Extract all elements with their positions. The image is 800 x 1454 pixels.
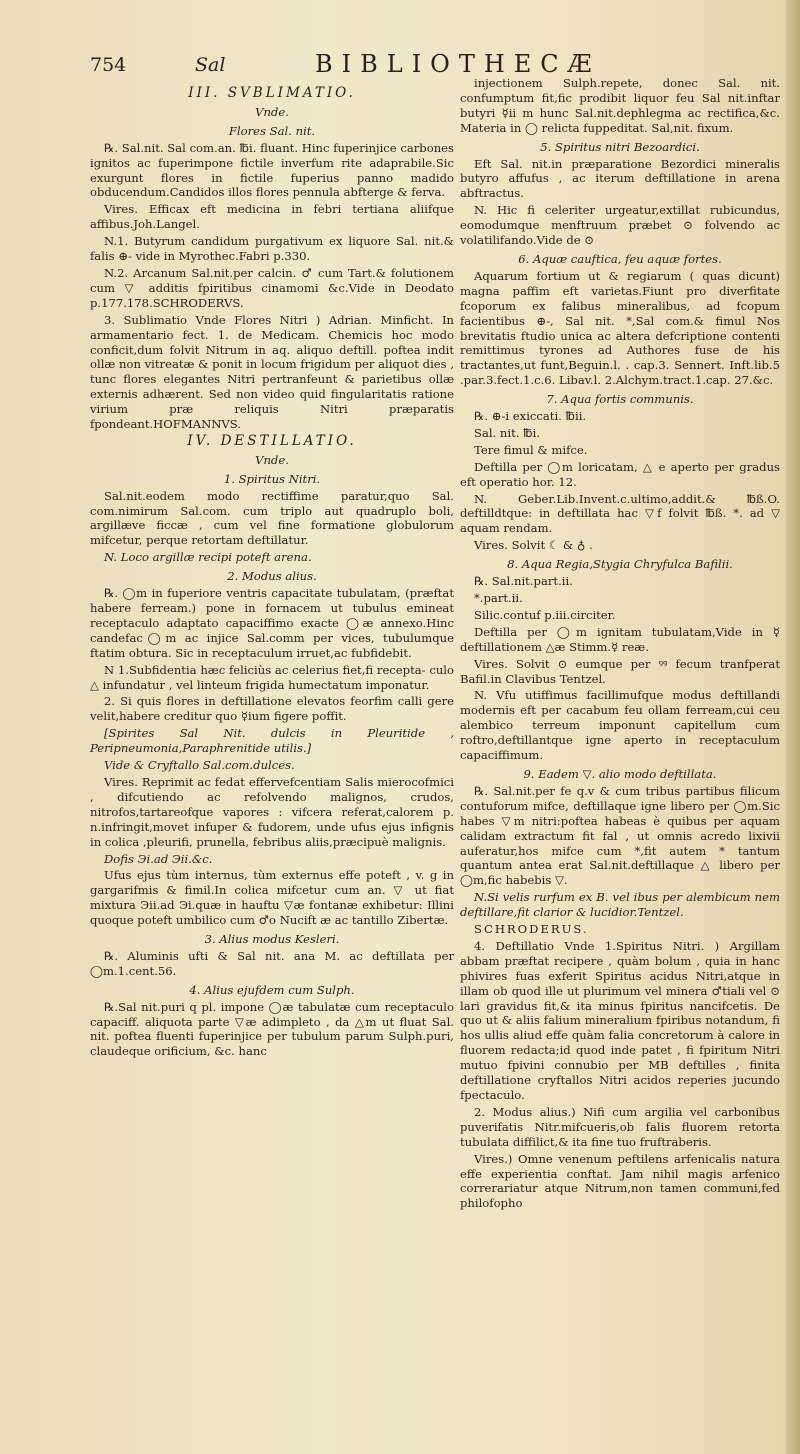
left-column xyxy=(90,84,454,1061)
note: N. Loco argillæ recipi poteft arena. xyxy=(104,550,312,565)
recipe-title: 4. Alius ejufdem cum Sulph. xyxy=(189,982,355,997)
paragraph: Vires. Solvit ⊙ eumque per ꝰꝰ fecum tranfperat Bafil.in Clavibus Tentzel. xyxy=(460,656,780,686)
paragraph: Eft Sal. nit.in præparatione Bezordici mineralis butyro affufus , ac iterum deftillatione in arena abftractus. xyxy=(460,156,780,201)
paragraph: N. Hic fi celeriter urgeatur,extillat rubicundus, eomodumque menftruum præbet ⊙ folvendo ac volatilifando.Vide de ⊙ xyxy=(460,203,780,248)
paragraph: injectionem Sulph.repete, donec Sal. nit. confumptum fit,fic prodibit liquor feu Sal nit.inftar butyri ☿ii m hunc Sal.nit.dephlegma ac rectifica,&c. Materia in ◯ relicta fuppeditat. Sal,nit. fixum. xyxy=(460,76,780,135)
section-title: III. SVBLIMATIO. xyxy=(188,85,356,101)
paragraph: Deftilla per ◯m ignitam tubulatam,Vide in ☿ deftillationem △æ Stimm.☿ reæ. xyxy=(460,624,780,654)
recipe-title: 1. Spiritus Nitri. xyxy=(223,471,321,486)
paragraph: Vires.) Omne venenum peftilens arfenicalis natura effe experientia conftat. Jam nihil magis arfenico correrariatur atque Nitrum,non tamen communi,fed philofopho xyxy=(460,1151,780,1211)
paragraph: ℞. ◯m in fuperiore ventris capacitate tubulatam, (præftat habere ferream.) pone in fornacem ut tubulus emineat receptaculo adaptato capaciffimo exacte ◯æ annexo.Hinc candefac◯m ac injice Sal.comm per vices, tubulumque ftatim obtura. Sic in receptaculum irruet,ac fubfidebit. xyxy=(90,586,454,660)
paragraph: ℞. Aluminis ufti & Sal nit. ana M. ac deftillata per ◯m.1.cent.56. xyxy=(90,948,454,978)
running-head-left: Sal xyxy=(195,54,226,76)
ingredient-line: ℞. Sal.nit.part.ii. xyxy=(474,574,573,589)
recipe-title: 6. Aquæ cauftica, feu aquæ fortes. xyxy=(518,251,722,266)
section-title: IV. DESTILLATIO. xyxy=(187,432,357,449)
recipe-title: 3. Alius modus Kesleri. xyxy=(204,932,340,947)
paragraph: N.2. Arcanum Sal.nit.per calcin. ♂ cum Tart.& folutionem cum ▽ additis fpiritibus cinamomi &c.Vide in Deodato p.177.178.SCHRODERVS. xyxy=(90,265,454,310)
recipe-title: 7. Aqua fortis communis. xyxy=(546,392,694,407)
paragraph: Sal.nit.eodem modo rectiffime paratur,quo Sal. com.nimirum Sal.com. cum triplo aut quadruplo boli, argillæve ficcæ , cum vel fine formatione globulorum mifcetur, perque retortam deftillatur. xyxy=(90,488,454,548)
unde-label: Vnde. xyxy=(255,104,289,119)
paragraph: 3. Sublimatio Vnde Flores Nitri ) Adrian. Minficht. In armamentario fect. 1. de Medicam. Chemicis hoc modo conficit,dum folvit Nitrum in aq. aliquo deftill. poftea indit ollæ non vitreatæ & ponit in locum frigidum per aliquot dies , tunc flores elegantes Nitri pertranfeunt & parietibus ollæ externis adhærent. Sed non video quid fingularitatis ratione virium præ reliquis Nitri præparatis fpondeant.HOFMANNVS. xyxy=(90,312,454,432)
paragraph: Vires. Reprimit ac fedat effervefcentiam Salis mierocofmici , difcutiendo ac refolvendo malignos, crudos, nitrofos,tartareofque vapores : vifcera referat,calorem p. n.infringit,movet infuper & fudorem, unde ufus ejus infignis in colica ,pleurifi, prunella, febribus aliis,præcipuè malignis. xyxy=(90,774,454,849)
paragraph: N. Geber.Lib.Invent.c.ultimo,addit.& ℔ß.O. deftilldtque: in deftillata hac ▽f folvit ℔ß. *. ad ▽ aquam rendam. xyxy=(460,491,780,536)
book-edge xyxy=(786,0,800,1454)
note: Dofis Эi.ad Эii.&c. xyxy=(104,851,213,866)
right-column xyxy=(460,76,780,1213)
paragraph: Vires. Solvit ☾ & ♁ . xyxy=(474,538,593,553)
note: Vide & Cryftallo Sal.com.dulces. xyxy=(104,758,295,773)
recipe-title: 8. Aqua Regia,Stygia Chryfulca Bafilii. xyxy=(507,557,733,572)
recipe-title: 2. Modus alius. xyxy=(227,569,317,584)
paragraph: 2. Modus alius.) Nifi cum argilia vel carbonibus puverifatis Nitr.mifcueris,ob falis fluorem retorta tubulata diffilict,& ita fine tuo fruftraberis. xyxy=(460,1104,780,1149)
recipe-title: 5. Spiritus nitri Bezoardici. xyxy=(540,139,700,154)
paragraph: ℞. Sal.nit.per fe q.v & cum tribus partibus filicum contuforum mifce, deftillaque igne libero per ◯m.Sic habes ▽m nitri:poftea habeas è quibus per aquam calidam extractum fit fal , ut omnis acredo lixivii auferatur,hos mifce cum *,fit autem * tantum quantum antea erat Sal.nit.deftillaque △ libero per ◯m,fic habebis ▽. xyxy=(460,783,780,888)
paragraph: N.1. Butyrum candidum purgativum ex liquore Sal. nit.& falis ⊕- vide in Myrothec.Fabri p.330. xyxy=(90,234,454,264)
ingredient-line: Tere fimul & mifce. xyxy=(474,442,588,457)
recipe-title: Flores Sal. nit. xyxy=(228,123,316,138)
note: N.Si velis rurfum ex B. vel ibus per alembicum nem deftillare,fit clarior & lucidior.Tentzel. xyxy=(460,890,780,920)
page-number: 754 xyxy=(90,54,127,76)
ingredient-line: Silic.contuf p.iii.circiter. xyxy=(474,607,616,622)
paragraph: 2. Si quis flores in deftillatione elevatos feorfim calli gere velit,habere creditur quo ☿ium figere poffit. xyxy=(90,694,454,724)
paragraph: Aquarum fortium ut & regiarum ( quas dicunt) magna paffim eft varietas.Fiunt pro diverfitate fcoporum ex falibus mineralibus, ad fcopum facientibus ⊕-, Sal nit. *,Sal com.& fimul Nos brevitatis ftudio unica ac altera defcriptione contenti remittimus tyrones ad Authores fuse de his tractantes,ut funt,Beguin.l. . cap.3. Sennert. Inft.lib.5 .par.3.fect.1.c.6. Libav.l. 2.Alchym.tract.1.cap. 27.&c. xyxy=(460,268,780,388)
paragraph: N. Vfu utiffimus facillimufque modus deftillandi modernis eft per cacabum feu ollam ferream,cui ceu alembico terreum imponunt capitellum cum roftro,deftillantque igne aperto in receptaculum capaciffimum. xyxy=(460,688,780,763)
note: [Spirites Sal Nit. dulcis in Pleuritide , Peripneumonia,Paraphrenitide utilis.] xyxy=(90,726,454,756)
paragraph: Deftilla per ◯m loricatam, △ e aperto per gradus eft operatio hor. 12. xyxy=(460,459,780,489)
recipe-title: 9. Eadem ▽. alio modo deftillata. xyxy=(523,766,717,781)
unde-label: Vnde. xyxy=(255,452,289,467)
ingredient-line: Sal. nit. ℔i. xyxy=(474,425,541,440)
author-attribution: SCHRODERUS. xyxy=(474,922,589,937)
ingredient-line: *.part.ii. xyxy=(474,591,523,605)
paragraph: ℞.Sal nit.puri q pl. impone ◯æ tabulatæ cum receptaculo capaciff. aliquota parte ▽æ adimpleto , da △m ut fluat Sal. nit. poftea fluenti fuperinjice per tubulum parum Sulph.puri, claudeque orificium, &c. hanc xyxy=(90,999,454,1059)
paragraph: N 1.Subfidentia hæc feliciùs ac celerius fiet,fi recepta- culo △ infundatur , vel linteum frigida humectatum imponatur. xyxy=(90,662,454,692)
ingredient-line: ℞. ⊕-i exiccati. ℔ii. xyxy=(474,409,587,424)
paragraph: 4. Deftillatio Vnde 1.Spiritus Nitri. ) Argillam abbam præftat recipere , quàm bolum , quia in hanc phivires fuas exferit Spiritus acidus Nitri,atque in illam ob quod ille ut plurimum vel minera ♂tiali vel ⊙ lari gravidus fit,& ita minus fpiritus nancifcetis. De quo ut & aliis falium mineralium fpiribus notandum, fi hos ullis aliud effe quàm falia concretorum à calore in fluorem redacta;id quod inde patet , fi fpiritum Nitri mutuo fpivini connubio per MB deftilles , finita deftillatione cryftallos Nitri acidos reperies jucundo fpectaculo. xyxy=(460,938,780,1102)
paragraph: Ufus ejus tùm internus, tùm externus effe poteft , v. g in gargarifmis & fimil.In colica mifcetur cum an. ▽ ut fiat mixtura Эii.ad Эi.quæ in hauftu ▽æ fontanæ exhibetur: Illini quoque poteft umbilico cum ♂o Nucift æ ac tantillo Zibertæ. xyxy=(90,868,454,928)
paragraph: Vires. Efficax eft medicina in febri tertiana aliifque affibus.Joh.Langel. xyxy=(90,202,454,232)
running-title: BIBLIOTHECÆ xyxy=(315,50,601,78)
paragraph: ℞. Sal.nit. Sal com.an. ℔i. fluant. Hinc fuperinjice carbones ignitos ac fuperimpone fictile inverfum rite adaprabile.Sic exurgunt flores in fictile fuperius panno madido obducendum.Candidos illos flores pennula abfterge & ferva. xyxy=(90,140,454,200)
